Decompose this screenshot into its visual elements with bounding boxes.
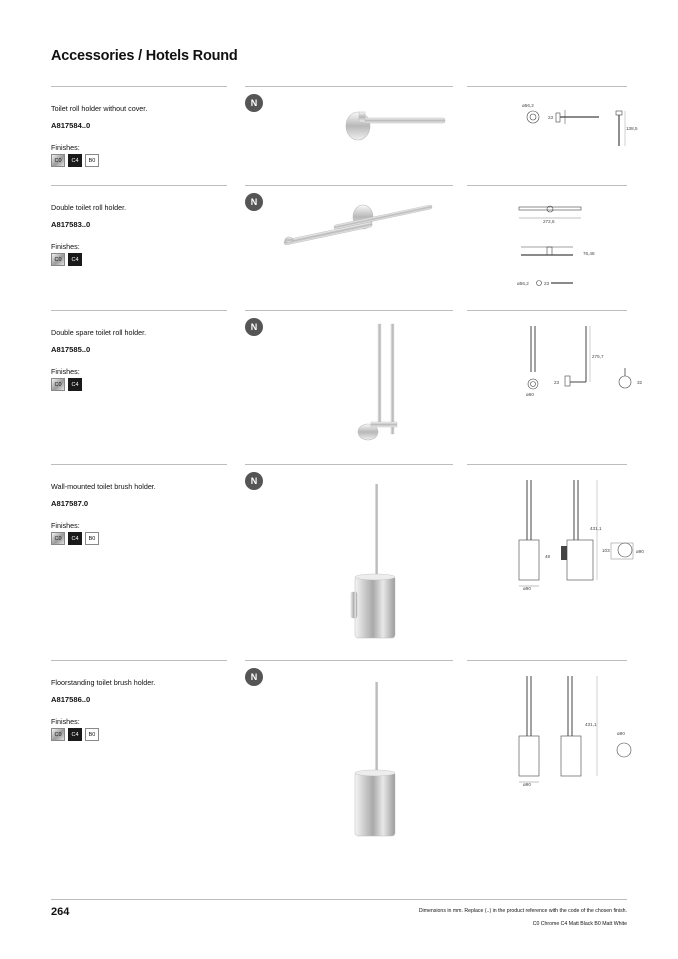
finish-swatch-matt-black: C4 [68, 253, 82, 266]
new-badge: N [245, 318, 263, 336]
finish-swatch-matt-white: B0 [85, 154, 99, 167]
svg-text:48: 48 [545, 554, 551, 559]
product-photo [263, 310, 453, 450]
product-photo [263, 464, 453, 649]
product-name: Floorstanding toilet brush holder. [51, 678, 156, 687]
divider [51, 86, 227, 87]
svg-text:272,6: 272,6 [543, 219, 555, 224]
finish-swatch-matt-black: C4 [68, 728, 82, 741]
product-code: A817583..0 [51, 220, 91, 229]
product-name: Double toilet roll holder. [51, 203, 127, 212]
footer-note: Dimensions in mm. Replace (..) in the product reference with the code of the chosen finish. [418, 908, 627, 914]
new-badge: N [245, 94, 263, 112]
product-photo [263, 185, 453, 285]
finish-swatch-chrome: C0 [51, 253, 65, 266]
svg-text:32: 32 [637, 380, 643, 385]
svg-text:ø90: ø90 [523, 586, 531, 591]
footer-divider [51, 899, 627, 900]
product-code: A817586..0 [51, 695, 91, 704]
product-photo [263, 660, 453, 840]
finish-swatches [51, 378, 82, 391]
product-name: Toilet roll holder without cover. [51, 104, 148, 113]
product-double-toilet-roll-holder [51, 185, 627, 309]
finish-swatch-matt-white: B0 [85, 728, 99, 741]
svg-text:ø90: ø90 [523, 782, 531, 787]
svg-text:ø90: ø90 [617, 731, 625, 736]
finish-swatch-chrome: C0 [51, 532, 65, 545]
finish-swatches [51, 532, 99, 545]
product-code: A817584..0 [51, 121, 91, 130]
finish-swatches [51, 154, 99, 167]
svg-text:431,1: 431,1 [590, 526, 602, 531]
technical-drawing [461, 185, 627, 295]
finish-swatch-chrome: C0 [51, 154, 65, 167]
svg-text:23: 23 [548, 115, 554, 120]
product-name: Double spare toilet roll holder. [51, 328, 147, 337]
svg-text:431,1: 431,1 [585, 722, 597, 727]
new-badge: N [245, 193, 263, 211]
svg-text:138,5: 138,5 [626, 126, 638, 131]
divider [51, 660, 227, 661]
product-code: A817587.0 [51, 499, 89, 508]
finish-swatch-matt-white: B0 [85, 532, 99, 545]
finish-swatch-matt-black: C4 [68, 378, 82, 391]
finishes-label: Finishes: [51, 242, 80, 251]
product-photo [263, 86, 453, 176]
technical-drawing [461, 310, 643, 450]
finish-swatch-matt-black: C4 [68, 532, 82, 545]
product-floor-brush-holder [51, 660, 627, 890]
svg-text:23: 23 [554, 380, 560, 385]
product-wall-brush-holder [51, 464, 644, 659]
divider [51, 185, 227, 186]
svg-text:ø90: ø90 [636, 549, 644, 554]
finish-swatch-chrome: C0 [51, 378, 65, 391]
svg-text:ø56,2: ø56,2 [517, 281, 529, 286]
finishes-label: Finishes: [51, 717, 80, 726]
svg-text:ø56,2: ø56,2 [522, 103, 534, 108]
product-toilet-roll-holder [51, 86, 638, 184]
svg-text:76,48: 76,48 [583, 251, 595, 256]
svg-text:275,7: 275,7 [592, 354, 604, 359]
technical-drawing [461, 86, 638, 176]
technical-drawing [461, 660, 627, 800]
finish-swatches [51, 253, 82, 266]
technical-drawing [461, 464, 644, 649]
finish-legend: C0 Chrome C4 Matt Black B0 Matt White [532, 921, 627, 927]
product-code: A817585..0 [51, 345, 91, 354]
finish-swatch-chrome: C0 [51, 728, 65, 741]
new-badge: N [245, 472, 263, 490]
svg-text:23: 23 [544, 281, 550, 286]
svg-text:ø60: ø60 [526, 392, 534, 397]
new-badge: N [245, 668, 263, 686]
finish-swatches [51, 728, 99, 741]
page-title: Accessories / Hotels Round [51, 48, 238, 64]
divider [51, 310, 227, 311]
svg-text:103: 103 [602, 548, 610, 553]
finishes-label: Finishes: [51, 521, 80, 530]
product-name: Wall-mounted toilet brush holder. [51, 482, 156, 491]
page-number: 264 [51, 906, 70, 918]
finishes-label: Finishes: [51, 367, 80, 376]
product-double-spare-roll-holder [51, 310, 643, 463]
divider [51, 464, 227, 465]
finish-swatch-matt-black: C4 [68, 154, 82, 167]
finishes-label: Finishes: [51, 143, 80, 152]
